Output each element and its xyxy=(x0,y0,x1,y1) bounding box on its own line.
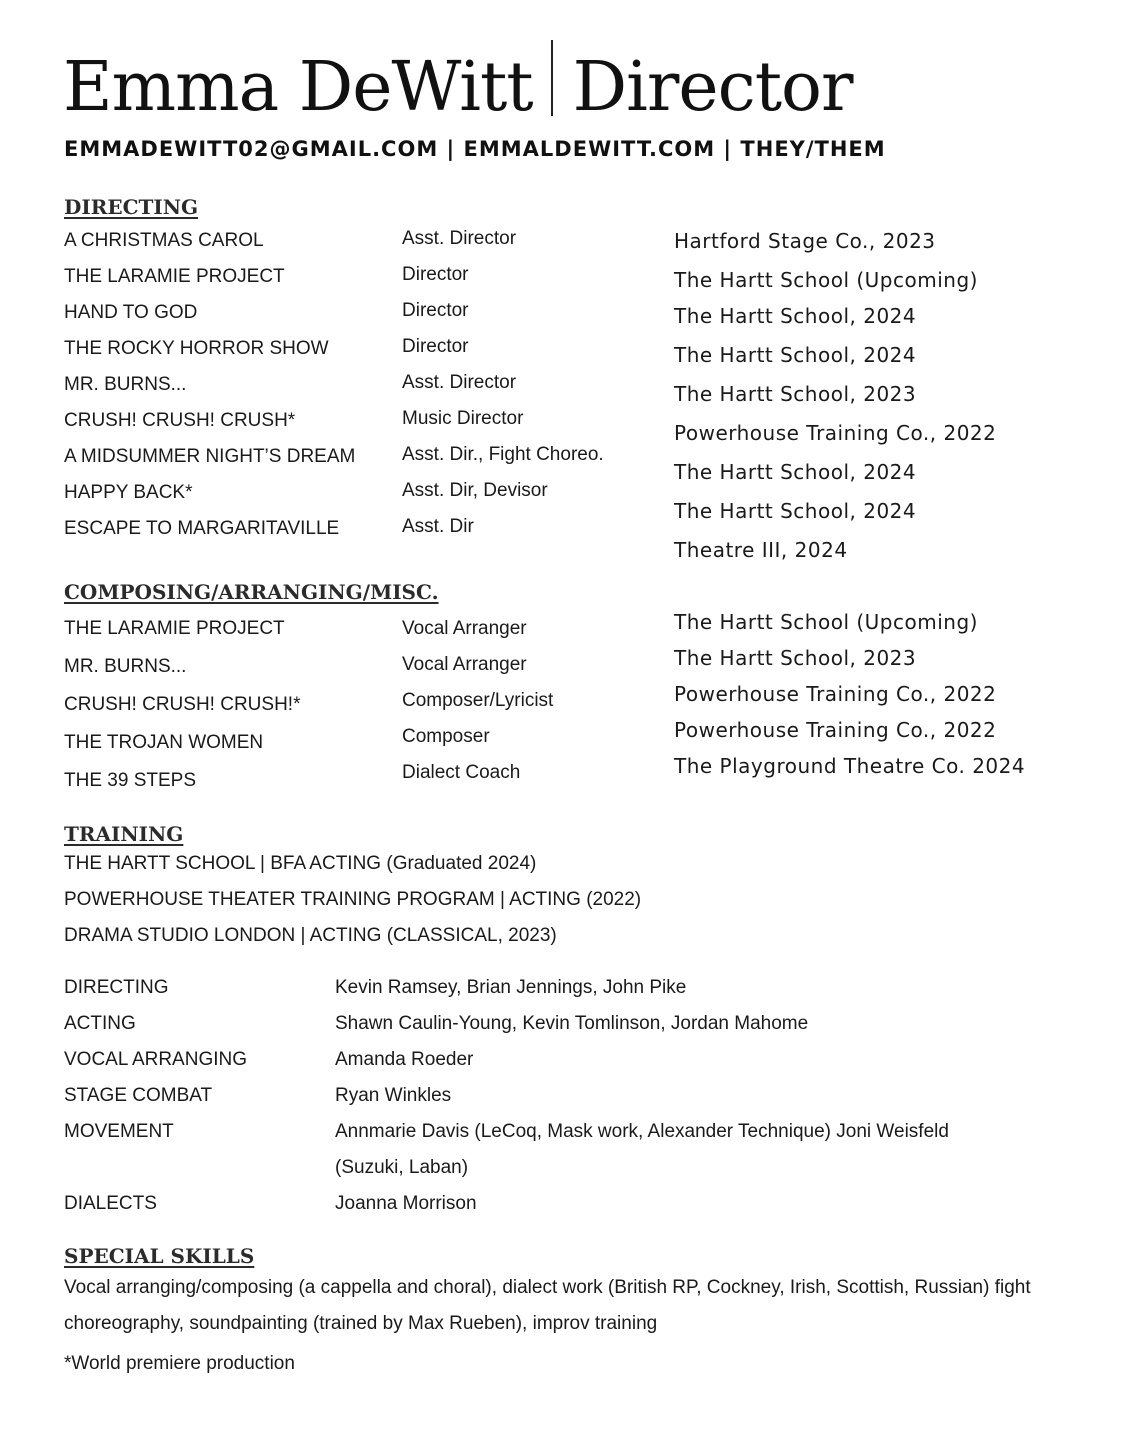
directing-heading: DIRECTING xyxy=(64,195,199,219)
teacher-names-continued: (Suzuki, Laban) xyxy=(335,1157,469,1178)
venue: The Hartt School (Upcoming) xyxy=(674,610,978,634)
venue: The Hartt School, 2023 xyxy=(674,646,917,670)
role: Composer xyxy=(402,726,490,747)
footnote: *World premiere production xyxy=(64,1353,295,1374)
directing-row xyxy=(0,228,1144,264)
venue: Powerhouse Training Co., 2022 xyxy=(674,421,997,445)
role: Asst. Director xyxy=(402,228,517,249)
role: Director xyxy=(402,336,469,357)
directing-row xyxy=(0,516,1144,562)
venue: The Hartt School, 2024 xyxy=(674,460,917,484)
venue: Hartford Stage Co., 2023 xyxy=(674,229,936,253)
training-school: DRAMA STUDIO LONDON | ACTING (CLASSICAL, 2023) xyxy=(64,925,557,946)
training-area: VOCAL ARRANGING xyxy=(64,1049,248,1070)
venue: Powerhouse Training Co., 2022 xyxy=(674,718,997,742)
teacher-row xyxy=(0,1085,1144,1121)
show-title: HAPPY BACK* xyxy=(64,482,193,503)
show-title: MR. BURNS... xyxy=(64,374,187,395)
job-title: Director xyxy=(572,48,853,127)
role: Director xyxy=(402,264,469,285)
show-title: HAND TO GOD xyxy=(64,302,198,323)
show-title: A MIDSUMMER NIGHT’S DREAM xyxy=(64,446,356,467)
role: Music Director xyxy=(402,408,524,429)
contact-line: EMMADEWITT02@GMAIL.COM | EMMALDEWITT.COM | THEY/THEM xyxy=(64,137,886,161)
special-skills-text: Vocal arranging/composing (a cappella and choral), dialect work (British RP, Cockney, Irish, Scottish, Russian) fight choreography, soundpainting (trained by Max Rueben), improv training xyxy=(64,1277,1031,1334)
directing-row xyxy=(0,444,1144,484)
training-area: DIALECTS xyxy=(64,1193,157,1214)
teacher-row xyxy=(0,1121,1144,1193)
teacher-row xyxy=(0,977,1144,1013)
role: Asst. Director xyxy=(402,372,517,393)
title-divider xyxy=(551,40,553,116)
training-heading: TRAINING xyxy=(64,822,184,846)
venue: The Hartt School (Upcoming) xyxy=(674,268,978,292)
directing-row xyxy=(0,264,1144,300)
venue: The Hartt School, 2024 xyxy=(674,304,917,328)
person-name: Emma DeWitt xyxy=(63,48,533,127)
special-skills-heading: SPECIAL SKILLS xyxy=(64,1244,255,1268)
show-title: CRUSH! CRUSH! CRUSH* xyxy=(64,410,296,431)
show-title: THE LARAMIE PROJECT xyxy=(64,266,285,287)
teacher-row xyxy=(0,1049,1144,1085)
show-title: THE ROCKY HORROR SHOW xyxy=(64,338,329,359)
role: Asst. Dir, Devisor xyxy=(402,480,548,501)
show-title: MR. BURNS... xyxy=(64,656,187,677)
training-area: DIRECTING xyxy=(64,977,169,998)
teacher-names: Amanda Roeder xyxy=(335,1049,474,1070)
resume-name-title xyxy=(63,40,853,133)
composing-heading: COMPOSING/ARRANGING/MISC. xyxy=(64,580,439,604)
role: Vocal Arranger xyxy=(402,618,527,639)
venue: Theatre III, 2024 xyxy=(674,538,848,562)
teacher-row xyxy=(0,1013,1144,1049)
directing-row xyxy=(0,408,1144,444)
composing-row xyxy=(0,754,1144,804)
venue: The Playground Theatre Co. 2024 xyxy=(674,754,1026,778)
directing-row xyxy=(0,300,1144,336)
teacher-names: Joanna Morrison xyxy=(335,1193,477,1214)
role: Vocal Arranger xyxy=(402,654,527,675)
show-title: ESCAPE TO MARGARITAVILLE xyxy=(64,518,340,539)
teacher-names: Kevin Ramsey, Brian Jennings, John Pike xyxy=(335,977,687,998)
training-school: THE HARTT SCHOOL | BFA ACTING (Graduated 2024) xyxy=(64,853,537,874)
teacher-names: Annmarie Davis (LeCoq, Mask work, Alexander Technique) Joni Weisfeld xyxy=(335,1121,949,1142)
role: Asst. Dir., Fight Choreo. xyxy=(402,444,604,465)
show-title: THE TROJAN WOMEN xyxy=(64,732,264,753)
venue: The Hartt School, 2023 xyxy=(674,382,917,406)
role: Composer/Lyricist xyxy=(402,690,554,711)
training-area: MOVEMENT xyxy=(64,1121,174,1142)
training-area: ACTING xyxy=(64,1013,136,1034)
venue: The Hartt School, 2024 xyxy=(674,343,917,367)
composing-row xyxy=(0,610,1144,652)
directing-row xyxy=(0,372,1144,408)
training-area: STAGE COMBAT xyxy=(64,1085,213,1106)
venue: Powerhouse Training Co., 2022 xyxy=(674,682,997,706)
venue: The Hartt School, 2024 xyxy=(674,499,917,523)
show-title: THE LARAMIE PROJECT xyxy=(64,618,285,639)
role: Director xyxy=(402,300,469,321)
teacher-names: Ryan Winkles xyxy=(335,1085,452,1106)
teacher-names: Shawn Caulin-Young, Kevin Tomlinson, Jordan Mahome xyxy=(335,1013,809,1034)
directing-row xyxy=(0,480,1144,523)
show-title: CRUSH! CRUSH! CRUSH!* xyxy=(64,694,301,715)
role: Dialect Coach xyxy=(402,762,521,783)
training-school: POWERHOUSE THEATER TRAINING PROGRAM | ACTING (2022) xyxy=(64,889,642,910)
show-title: THE 39 STEPS xyxy=(64,770,196,791)
directing-row xyxy=(0,336,1144,372)
role: Asst. Dir xyxy=(402,516,474,537)
teacher-row xyxy=(0,1193,1144,1229)
show-title: A CHRISTMAS CAROL xyxy=(64,230,264,251)
